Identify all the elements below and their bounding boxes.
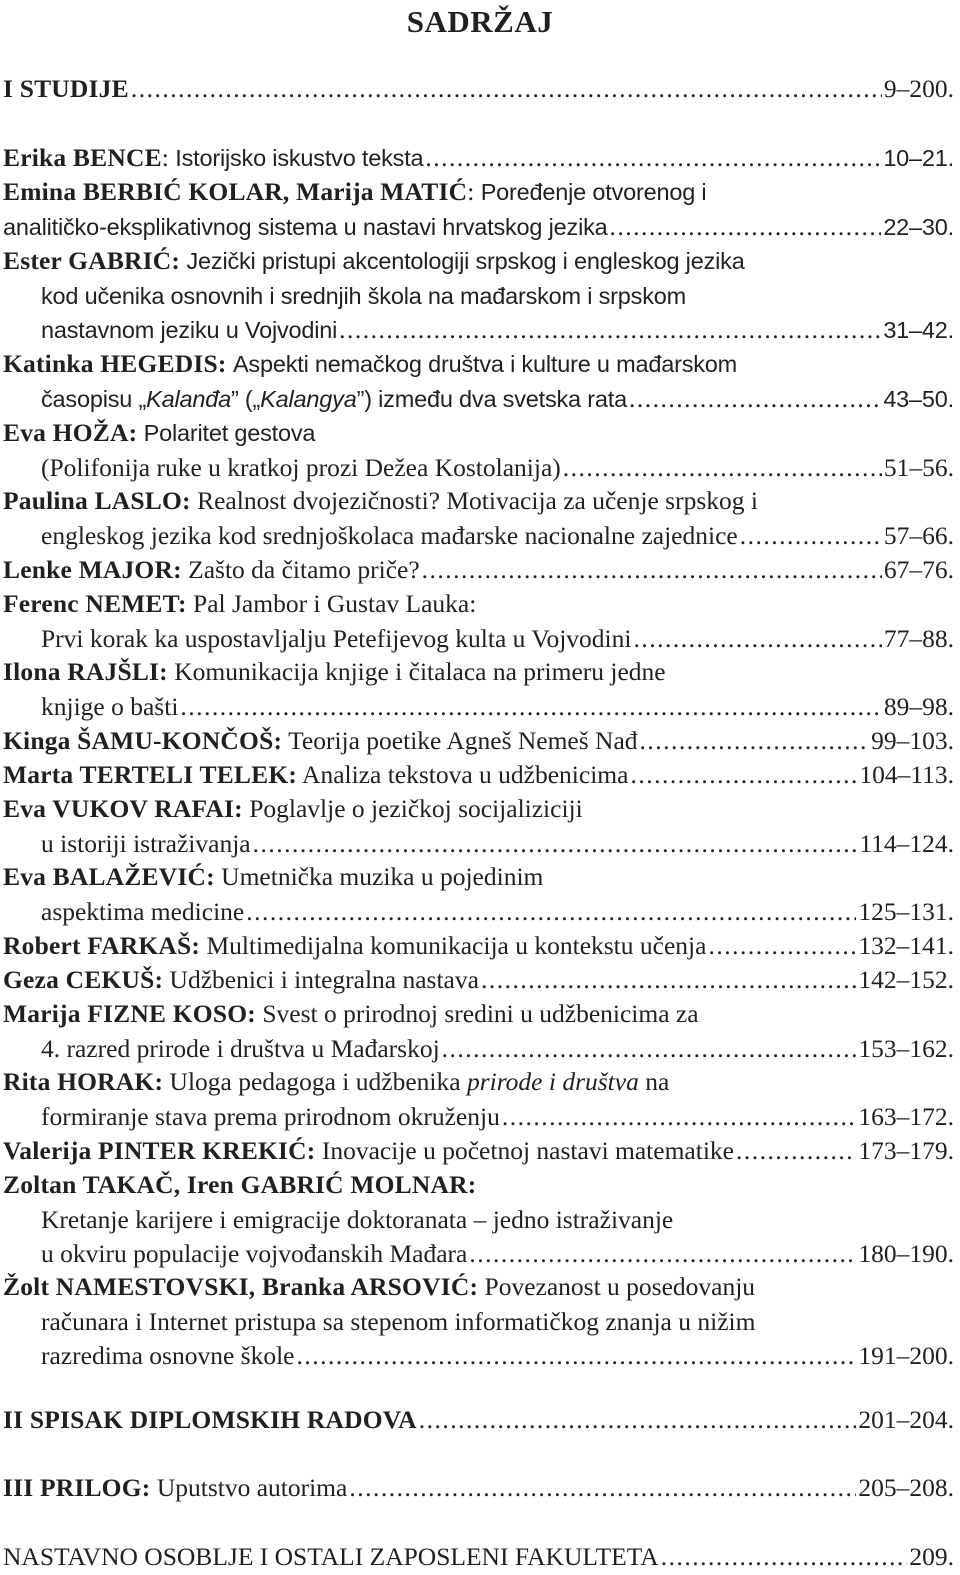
entry-text-italic: Kalangya <box>260 385 357 412</box>
dot-leader <box>180 690 881 725</box>
entry-author: Eva HOŽA: <box>3 418 138 447</box>
dot-leader <box>502 1100 857 1135</box>
toc-entry[interactable] <box>3 724 954 759</box>
toc-entry[interactable] <box>3 655 954 724</box>
dot-leader <box>740 519 882 554</box>
dot-leader <box>633 622 881 657</box>
entry-title-cont: razredima osnovne škole <box>41 1341 295 1370</box>
section-label: II SPISAK DIPLOMSKIH RADOVA <box>3 1405 417 1434</box>
dot-leader <box>442 1032 857 1067</box>
entry-author: Katinka HEGEDIS: <box>3 349 227 378</box>
dot-leader <box>297 1339 857 1374</box>
toc-entry[interactable] <box>3 1168 954 1272</box>
page-range: 67–76. <box>883 555 954 584</box>
entry-title: Polaritet gestova <box>143 420 316 446</box>
entry-text: ” („ <box>230 385 261 412</box>
entry-title-cont: Kretanje karijere i emigracije doktoranata – jedno istraživanje <box>41 1204 674 1234</box>
dot-leader <box>425 141 881 176</box>
dot-leader <box>629 382 881 417</box>
dot-leader <box>640 724 870 759</box>
entry-author: Marta TERTELI TELEK: <box>3 760 298 789</box>
entry-title: Udžbenici i integralna nastava <box>169 965 479 994</box>
entry-title: Uloga pedagoga i udžbenika <box>169 1067 461 1096</box>
section-label: I STUDIJE <box>3 74 129 103</box>
entry-title-cont: analitičko-eksplikativnog sistema u nastavi hrvatskog jezika <box>3 213 608 240</box>
entry-title: Istorijsko iskustvo teksta <box>175 145 424 171</box>
entry-author: Geza CEKUŠ: <box>3 965 164 994</box>
entry-author: Zoltan TAKAČ, Iren GABRIĆ MOLNAR: <box>3 1170 477 1199</box>
page-range: 142–152. <box>858 965 954 994</box>
page-range: 205–208. <box>858 1473 954 1502</box>
page-range: 104–113. <box>859 760 954 789</box>
toc-entry[interactable] <box>3 792 954 861</box>
dot-leader <box>422 553 882 588</box>
toc-entry[interactable] <box>3 553 954 588</box>
entry-title-cont: formiranje stava prema prirodnom okruženju <box>41 1101 500 1131</box>
dot-leader <box>469 1237 856 1272</box>
entry-title: Analiza tekstova u udžbenicima <box>302 760 629 789</box>
entry-author: Rita HORAK: <box>3 1067 164 1096</box>
entry-title: Inovacije u početnoj nastavi matematike <box>321 1136 734 1165</box>
page-range: 22–30. <box>883 213 954 240</box>
entry-author: Valerija PINTER KREKIĆ: <box>3 1136 316 1165</box>
toc-entry[interactable] <box>3 484 954 553</box>
entry-title-cont: kod učenika osnovnih i srednjih škola na mađarskom i srpskom <box>41 282 687 309</box>
entry-title: na <box>645 1067 670 1096</box>
dot-leader <box>419 1403 857 1438</box>
entry-title: Realnost dvojezičnosti? Motivacija za učenje srpskog i <box>197 486 758 515</box>
entry-author: Ilona RAJŠLI: <box>3 657 168 686</box>
page-range: 57–66. <box>883 520 954 550</box>
dot-leader <box>661 1540 908 1575</box>
page-range: 77–88. <box>883 623 954 653</box>
entry-title-cont: engleskog jezika kod srednjoškolaca mađarske nacionalne zajednice <box>41 520 738 550</box>
entry-title: Pal Jambor i Gustav Lauka: <box>193 589 477 618</box>
toc-entry[interactable] <box>3 963 954 998</box>
dot-leader <box>131 72 882 107</box>
entry-title: Poglavlje o jezičkoj socijaliziciji <box>249 794 583 823</box>
toc-entry[interactable] <box>3 1065 954 1134</box>
entry-author: Robert FARKAŠ: <box>3 931 201 960</box>
page-range: 153–162. <box>858 1033 954 1063</box>
dot-leader <box>246 895 856 930</box>
entry-author: Paulina LASLO: <box>3 486 191 515</box>
entry-title: Multimedijalna komunikacija u kontekstu učenja <box>206 931 707 960</box>
entry-author: Ester GABRIĆ: <box>3 246 181 275</box>
page-range: 173–179. <box>858 1136 954 1165</box>
entry-title-cont: 4. razred prirode i društva u Mađarskoj <box>41 1033 440 1063</box>
toc-entry[interactable] <box>3 929 954 964</box>
page-range: 89–98. <box>883 691 954 721</box>
page-range: 9–200. <box>883 74 954 103</box>
toc-entry[interactable] <box>3 347 954 416</box>
page-range: 191–200. <box>858 1341 954 1370</box>
entry-author: Eva VUKOV RAFAI: <box>3 794 243 823</box>
dot-leader <box>563 451 882 486</box>
toc-entry[interactable] <box>3 244 954 348</box>
entry-title: Umetnička muzika u pojedinim <box>221 862 544 891</box>
section-title: Uputstvo autorima <box>156 1473 348 1502</box>
dot-leader <box>349 1471 856 1506</box>
dot-leader <box>736 1134 856 1169</box>
page-range: 201–204. <box>858 1405 954 1434</box>
entry-text: časopisu „ <box>41 385 147 412</box>
entry-text: ”) između dva svetska rata <box>356 385 627 412</box>
page-range: 209. <box>909 1542 954 1571</box>
entry-title: Zašto da čitamo priče? <box>188 555 420 584</box>
page-range: 163–172. <box>858 1101 954 1131</box>
entry-title-cont: računara i Internet pristupa sa stepenom informatičkog znanja u nižim <box>41 1306 756 1336</box>
dot-leader <box>481 963 856 998</box>
page-range: 180–190. <box>858 1239 954 1268</box>
entry-author: Erika BENCE <box>3 143 162 172</box>
entry-title-italic: prirode i društva <box>466 1067 639 1096</box>
entry-author: Ferenc NEMET: <box>3 589 187 618</box>
entry-title: Poređenje otvorenog i <box>480 179 707 205</box>
entry-author: Žolt NAMESTOVSKI, Branka ARSOVIĆ: <box>3 1272 479 1301</box>
page-range: 132–141. <box>858 931 954 960</box>
entry-title-cont: knjige o bašti <box>41 691 179 721</box>
entry-title: Aspekti nemačkog društva i kulture u mađarskom <box>232 351 738 377</box>
entry-author: Lenke MAJOR: <box>3 555 182 584</box>
page-range: 114–124. <box>859 828 954 858</box>
entry-title: Teorija poetike Agneš Nemeš Nađ <box>288 726 638 755</box>
page-range: 125–131. <box>858 896 954 926</box>
entry-title-cont: u okviru populacije vojvođanskih Mađara <box>41 1239 468 1268</box>
toc-section-spisak[interactable] <box>3 1403 954 1438</box>
entry-title-cont: nastavnom jeziku u Vojvodini <box>41 317 338 343</box>
entry-text-italic: Kalanđa <box>146 385 231 412</box>
dot-leader <box>339 313 881 348</box>
toc-entry[interactable] <box>3 997 954 1066</box>
entry-author: Emina BERBIĆ KOLAR, Marija MATIĆ <box>3 177 468 206</box>
section-title: NASTAVNO OSOBLJE I OSTALI ZAPOSLENI FAKULTETA <box>3 1542 659 1571</box>
toc-entry[interactable] <box>3 1270 954 1374</box>
page-title: SADRŽAJ <box>406 4 554 39</box>
section-label: III PRILOG: <box>3 1473 151 1502</box>
page-range: 51–56. <box>883 452 954 482</box>
entry-title: Svest o prirodnoj sredini u udžbenicima za <box>262 999 699 1028</box>
entry-title-cont: (Polifonija ruke u kratkoj prozi Dežea Kostolanija) <box>41 452 561 482</box>
toc-entry[interactable]: Erika BENCE: Istorijsko iskustvo teksta ..... 10–21. <box>3 141 954 176</box>
entry-title: Povezanost u posedovanju <box>484 1272 756 1301</box>
entry-title: Komunikacija knjige i čitalaca na primeru jedne <box>174 657 666 686</box>
toc-entry[interactable] <box>3 1134 954 1169</box>
entry-title-cont: aspektima medicine <box>41 896 245 926</box>
dot-leader <box>708 929 856 964</box>
toc-section-nastavno[interactable] <box>3 1540 954 1575</box>
page-range: 10–21. <box>883 145 954 171</box>
page-range: 99–103. <box>871 726 954 755</box>
page-range: 31–42. <box>883 317 954 343</box>
toc-entry[interactable] <box>3 758 954 793</box>
entry-author: Eva BALAŽEVIĆ: <box>3 862 215 891</box>
entry-title-cont: u istoriji istraživanja <box>41 828 251 858</box>
dot-leader <box>610 210 882 245</box>
toc-entry[interactable] <box>3 860 954 929</box>
page-range: 43–50. <box>883 385 954 412</box>
toc-entry[interactable]: Emina BERBIĆ KOLAR, Marija MATIĆ: Poređenje otvorenog i analitičko-eksplikativnog sistema u nastavi hrvatskog jezika ..... 22–30. <box>3 175 954 244</box>
toc-entry[interactable] <box>3 416 954 485</box>
toc-section-studije[interactable] <box>3 72 954 107</box>
entry-author: Kinga ŠAMU-KONČOŠ: <box>3 726 283 755</box>
entry-title: Jezički pristupi akcentologiji srpskog i engleskog jezika <box>186 248 745 274</box>
dot-leader <box>253 827 858 862</box>
entry-title-cont: Prvi korak ka uspostavljalju Petefijevog kulta u Vojvodini <box>41 623 632 653</box>
entry-author: Marija FIZNE KOSO: <box>3 999 256 1028</box>
toc-section-prilog[interactable] <box>3 1471 954 1506</box>
toc-entry[interactable] <box>3 587 954 656</box>
dot-leader <box>630 758 857 793</box>
